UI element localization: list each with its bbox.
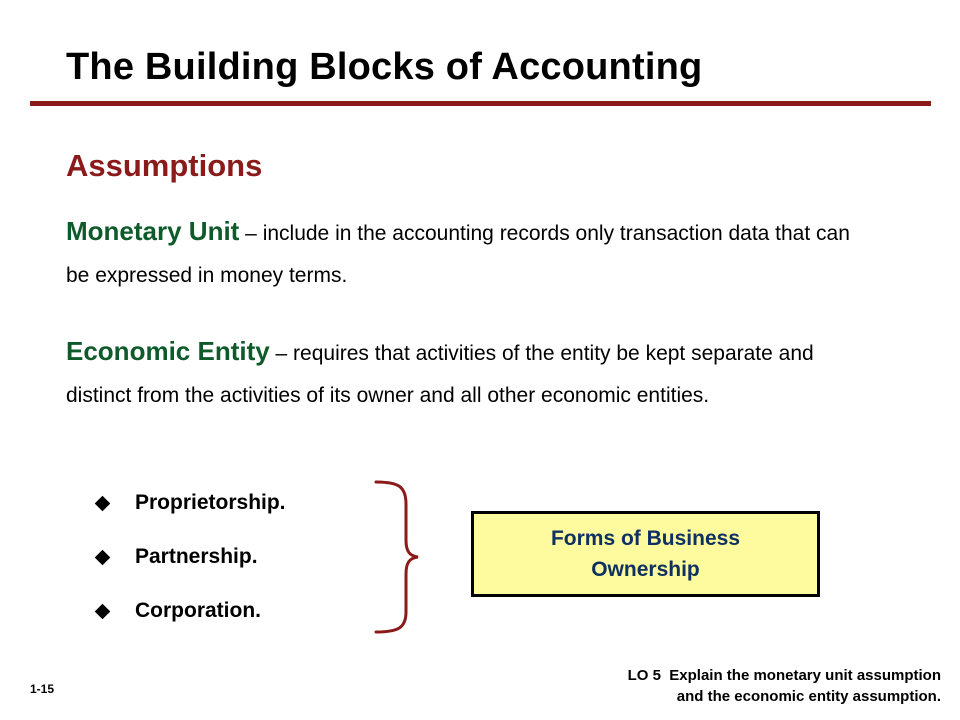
diamond-bullet-icon [95, 495, 111, 511]
diamond-bullet-icon [95, 549, 111, 565]
ownership-forms-list [93, 476, 286, 638]
list-item [93, 476, 286, 530]
lo-note-line-2: and the economic entity assumption. [676, 688, 941, 705]
bullet-label: Proprietorship. [135, 491, 286, 514]
bullet-label: Partnership. [135, 545, 258, 568]
curly-brace-icon [370, 478, 430, 638]
forms-of-business-ownership-callout [471, 511, 820, 597]
lo-note-line-1: LO 5 Explain the monetary unit assumption [627, 667, 941, 684]
slide-title: The Building Blocks of Accounting [66, 46, 703, 88]
learning-objective-note [628, 665, 941, 707]
term-economic-entity: Economic Entity [66, 336, 270, 366]
definition-monetary-unit: – include in the accounting records only transaction data that can be expressed in money terms. [66, 222, 850, 287]
paragraph-monetary-unit [66, 210, 866, 297]
bullet-label: Corporation. [135, 599, 261, 622]
title-divider [30, 101, 931, 106]
diamond-bullet-icon [95, 603, 111, 619]
callout-line-1: Forms of Business [550, 527, 741, 550]
section-heading: Assumptions [66, 148, 263, 183]
term-monetary-unit: Monetary Unit [66, 216, 240, 246]
list-item [93, 530, 286, 584]
slide-number: 1-15 [30, 682, 55, 696]
list-item [93, 584, 286, 638]
callout-line-2: Ownership [591, 558, 700, 581]
definition-economic-entity: – requires that activities of the entity be kept separate and distinct from the activities of its owner and all other economic entities. [66, 342, 814, 407]
paragraph-economic-entity [66, 330, 866, 417]
